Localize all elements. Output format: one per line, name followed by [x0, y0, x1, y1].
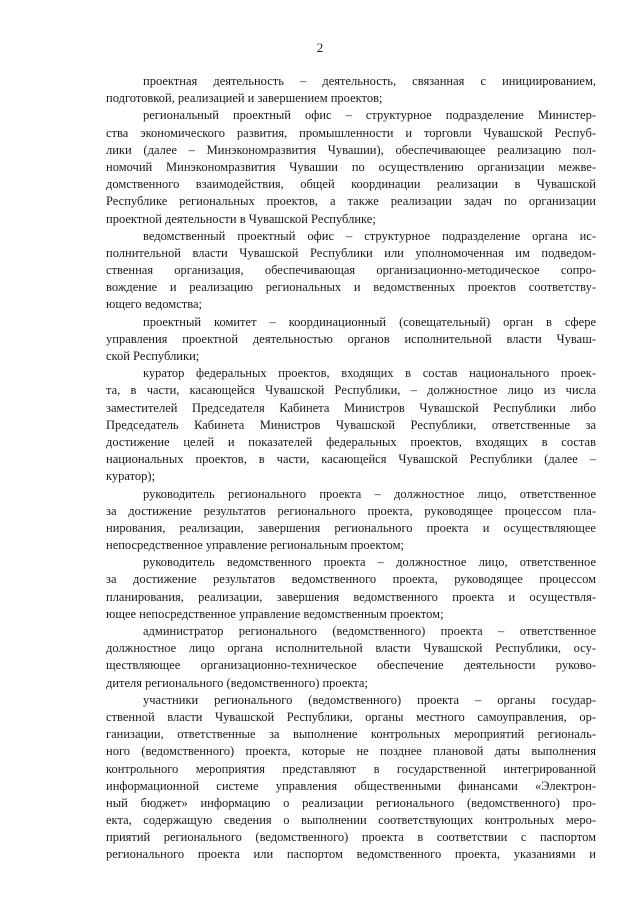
text-line: номочий Минэкономразвития Чувашии по осуществлению организации межве- — [106, 159, 596, 174]
text-line: участники регионального (ведомственного) проекта – органы государ- — [143, 692, 596, 707]
text-line: управления проектной деятельностью органов исполнительной власти Чуваш- — [106, 331, 596, 346]
page-number: 2 — [316, 40, 324, 55]
body-text — [106, 73, 596, 864]
text-line: ведомственный проектный офис – структурное подразделение органа ис- — [143, 228, 596, 243]
text-line: контрольного мероприятия представляют в государственной интегрированной — [106, 761, 596, 776]
text-line: за достижение результатов ведомственного проекта, руководящее процессом — [106, 572, 596, 587]
text-line: лики (далее – Минэкономразвития Чувашии), обеспечивающее реализацию пол- — [106, 142, 596, 157]
text-line: ственная организация, обеспечивающая организационно-методическое сопро- — [106, 263, 596, 278]
text-line: должностное лицо органа исполнительной власти Чувашской Республики, осу- — [106, 641, 596, 656]
text-line: региональный проектный офис – структурное подразделение Министер- — [143, 108, 596, 123]
text-line: администратор регионального (ведомственного) проекта – ответственное — [143, 624, 596, 638]
text-line: дителя регионального (ведомственного) проекта; — [106, 675, 368, 690]
text-line: ской Республики; — [106, 349, 200, 363]
text-line: домственного взаимодействия, общей координации реализации в Чувашской — [106, 177, 596, 192]
text-line: информационной системе управления общественными финансами «Электрон- — [106, 778, 596, 793]
text-line: Республике региональных проектов, а также реализации задач по организации — [106, 194, 596, 209]
text-line: руководитель регионального проекта – должностное лицо, ответственное — [143, 486, 596, 501]
text-line: Председатель Кабинета Министров Чувашской Республики, ответственные за — [106, 417, 596, 432]
text-line: заместителей Председателя Кабинета Министров Чувашской Республики либо — [106, 400, 596, 415]
text-line: планирования, реализации, завершения ведомственного проекта и осуществля- — [106, 589, 596, 604]
text-line: непосредственное управление региональным проектом; — [106, 538, 404, 553]
text-line: проектной деятельности в Чувашской Республике; — [106, 211, 376, 226]
text-line: ства экономического развития, промышленности и торговли Чувашской Респуб- — [106, 125, 596, 140]
text-line: ганизации, ответственные за выполнение контрольных мероприятий региональ- — [106, 727, 596, 742]
text-line: проектный комитет – координационный (совещательный) орган в сфере — [143, 314, 596, 329]
text-line: подготовкой, реализацией и завершением проектов; — [106, 91, 383, 106]
text-line: вождение и реализацию региональных и ведомственных проектов соответству- — [106, 280, 596, 295]
text-line: за достижение результатов регионального проекта, руководящее процессом пла- — [106, 503, 596, 518]
text-line: екта, содержащую сведения о выполнении соответствующих контрольных меро- — [106, 813, 596, 828]
text-line: нирования, реализации, завершения регионального проекта и осуществляющее — [106, 520, 596, 535]
text-line: национальных проектов, в части, касающейся Чувашской Республики (далее – — [106, 452, 596, 467]
text-line: куратор); — [106, 469, 156, 484]
text-line: приятий регионального (ведомственного) проекта в соответствии с паспортом — [106, 830, 596, 845]
text-line: ный бюджет» информацию о реализации регионального (ведомственного) про- — [106, 795, 596, 810]
text-line: ющего ведомства; — [106, 297, 202, 312]
text-line: проектная деятельность – деятельность, связанная с инициированием, — [143, 74, 596, 88]
text-line: ственной власти Чувашской Республики, органы местного самоуправления, ор- — [106, 709, 596, 724]
text-line: куратор федеральных проектов, входящих в состав национального проек- — [143, 366, 596, 381]
text-line: та, в части, касающейся Чувашской Республики, – должностное лицо из числа — [106, 383, 596, 398]
text-line: ществляющее организационно-техническое обеспечение деятельности руково- — [106, 658, 596, 673]
text-line: ного (ведомственного) проекта, которые не позднее плановой даты выполнения — [106, 744, 596, 759]
text-line: руководитель ведомственного проекта – должностное лицо, ответственное — [143, 555, 596, 570]
text-line: полнительной власти Чувашской Республики или уполномоченная им подведом- — [106, 245, 596, 260]
text-line: достижение целей и показателей федеральных проектов, входящих в состав — [106, 434, 596, 449]
text-line: ющее непосредственное управление ведомственным проектом; — [106, 606, 444, 621]
text-line: регионального проекта или паспортом ведомственного проекта, указаниями и — [106, 847, 596, 862]
